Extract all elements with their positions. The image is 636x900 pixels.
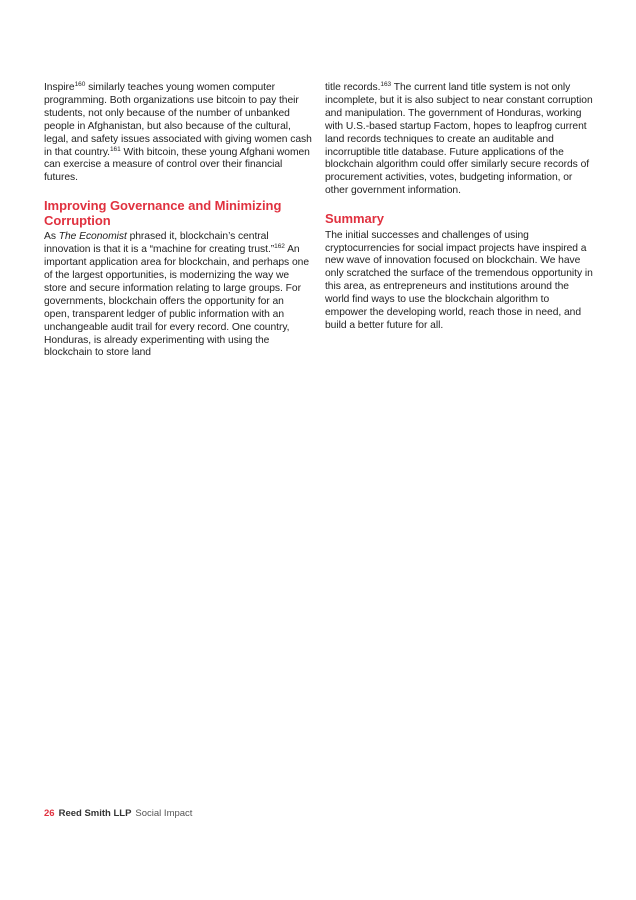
section-heading: Improving Governance and Minimizing Corruption xyxy=(44,198,282,228)
publication-title: The Economist xyxy=(58,231,127,243)
body-paragraph: title records.$^{163}$ The current land title system is not only incomplete, but it is also subject to near constant corruption and manipulation. The government of Honduras, working with U.S.-based startup Factom, hopes to leapfrog current land records techniques to create an auditable and incorruptible title database. Future applications of the blockchain algorithm could offer similarly secure records of procurement activities, votes, budgeting information, or other government information. xyxy=(325,81,593,197)
right-column xyxy=(325,82,593,333)
section-heading: Summary xyxy=(325,211,384,227)
footnote-ref[interactable]: 162 xyxy=(274,243,285,251)
page-footer xyxy=(44,808,192,819)
footnote-ref[interactable]: 160 xyxy=(74,81,86,88)
firm-name: Reed Smith LLP xyxy=(58,808,132,819)
footnote-ref[interactable]: 163 xyxy=(380,81,392,88)
page-number: 26 xyxy=(44,808,55,819)
body-paragraph: As The Economist phrased it, blockchain’s central innovation is that it is a “machine for creating trust.”$^{162}$ An important application area for blockchain, and perhaps one of the largest opportunities, is modernizing the way we store and secure information relating to large groups. For governments, blockchain offers the opportunity for an open, transparent ledger of public information with an unchangeable audit trail for every record. One country, Honduras, is already experimenting with using the blockchain to store land xyxy=(44,231,309,359)
body-paragraph: Inspire$^{160}$ similarly teaches young women computer programming. Both organizations use bitcoin to pay their students, not only because of the number of unbanked people in Afghanistan, but also because of the cultural, legal, and safety issues associated with giving women cash in that country.$^{161}$ With bitcoin, these young Afghani women can exercise a measure of control over their financial futures. xyxy=(44,81,312,184)
section-name: Social Impact xyxy=(135,808,193,819)
footnote-ref[interactable]: 161 xyxy=(109,145,121,153)
left-column xyxy=(44,82,312,360)
body-paragraph: The initial successes and challenges of using cryptocurrencies for social impact projects have inspired a new wave of innovation focused on blockchain. We have only scratched the surface of the tremendous opportunity in this area, as entrepreneurs and institutions around the world find ways to use the blockchain algorithm to empower the developing world, reach those in need, and build a better future for all. xyxy=(325,229,593,331)
